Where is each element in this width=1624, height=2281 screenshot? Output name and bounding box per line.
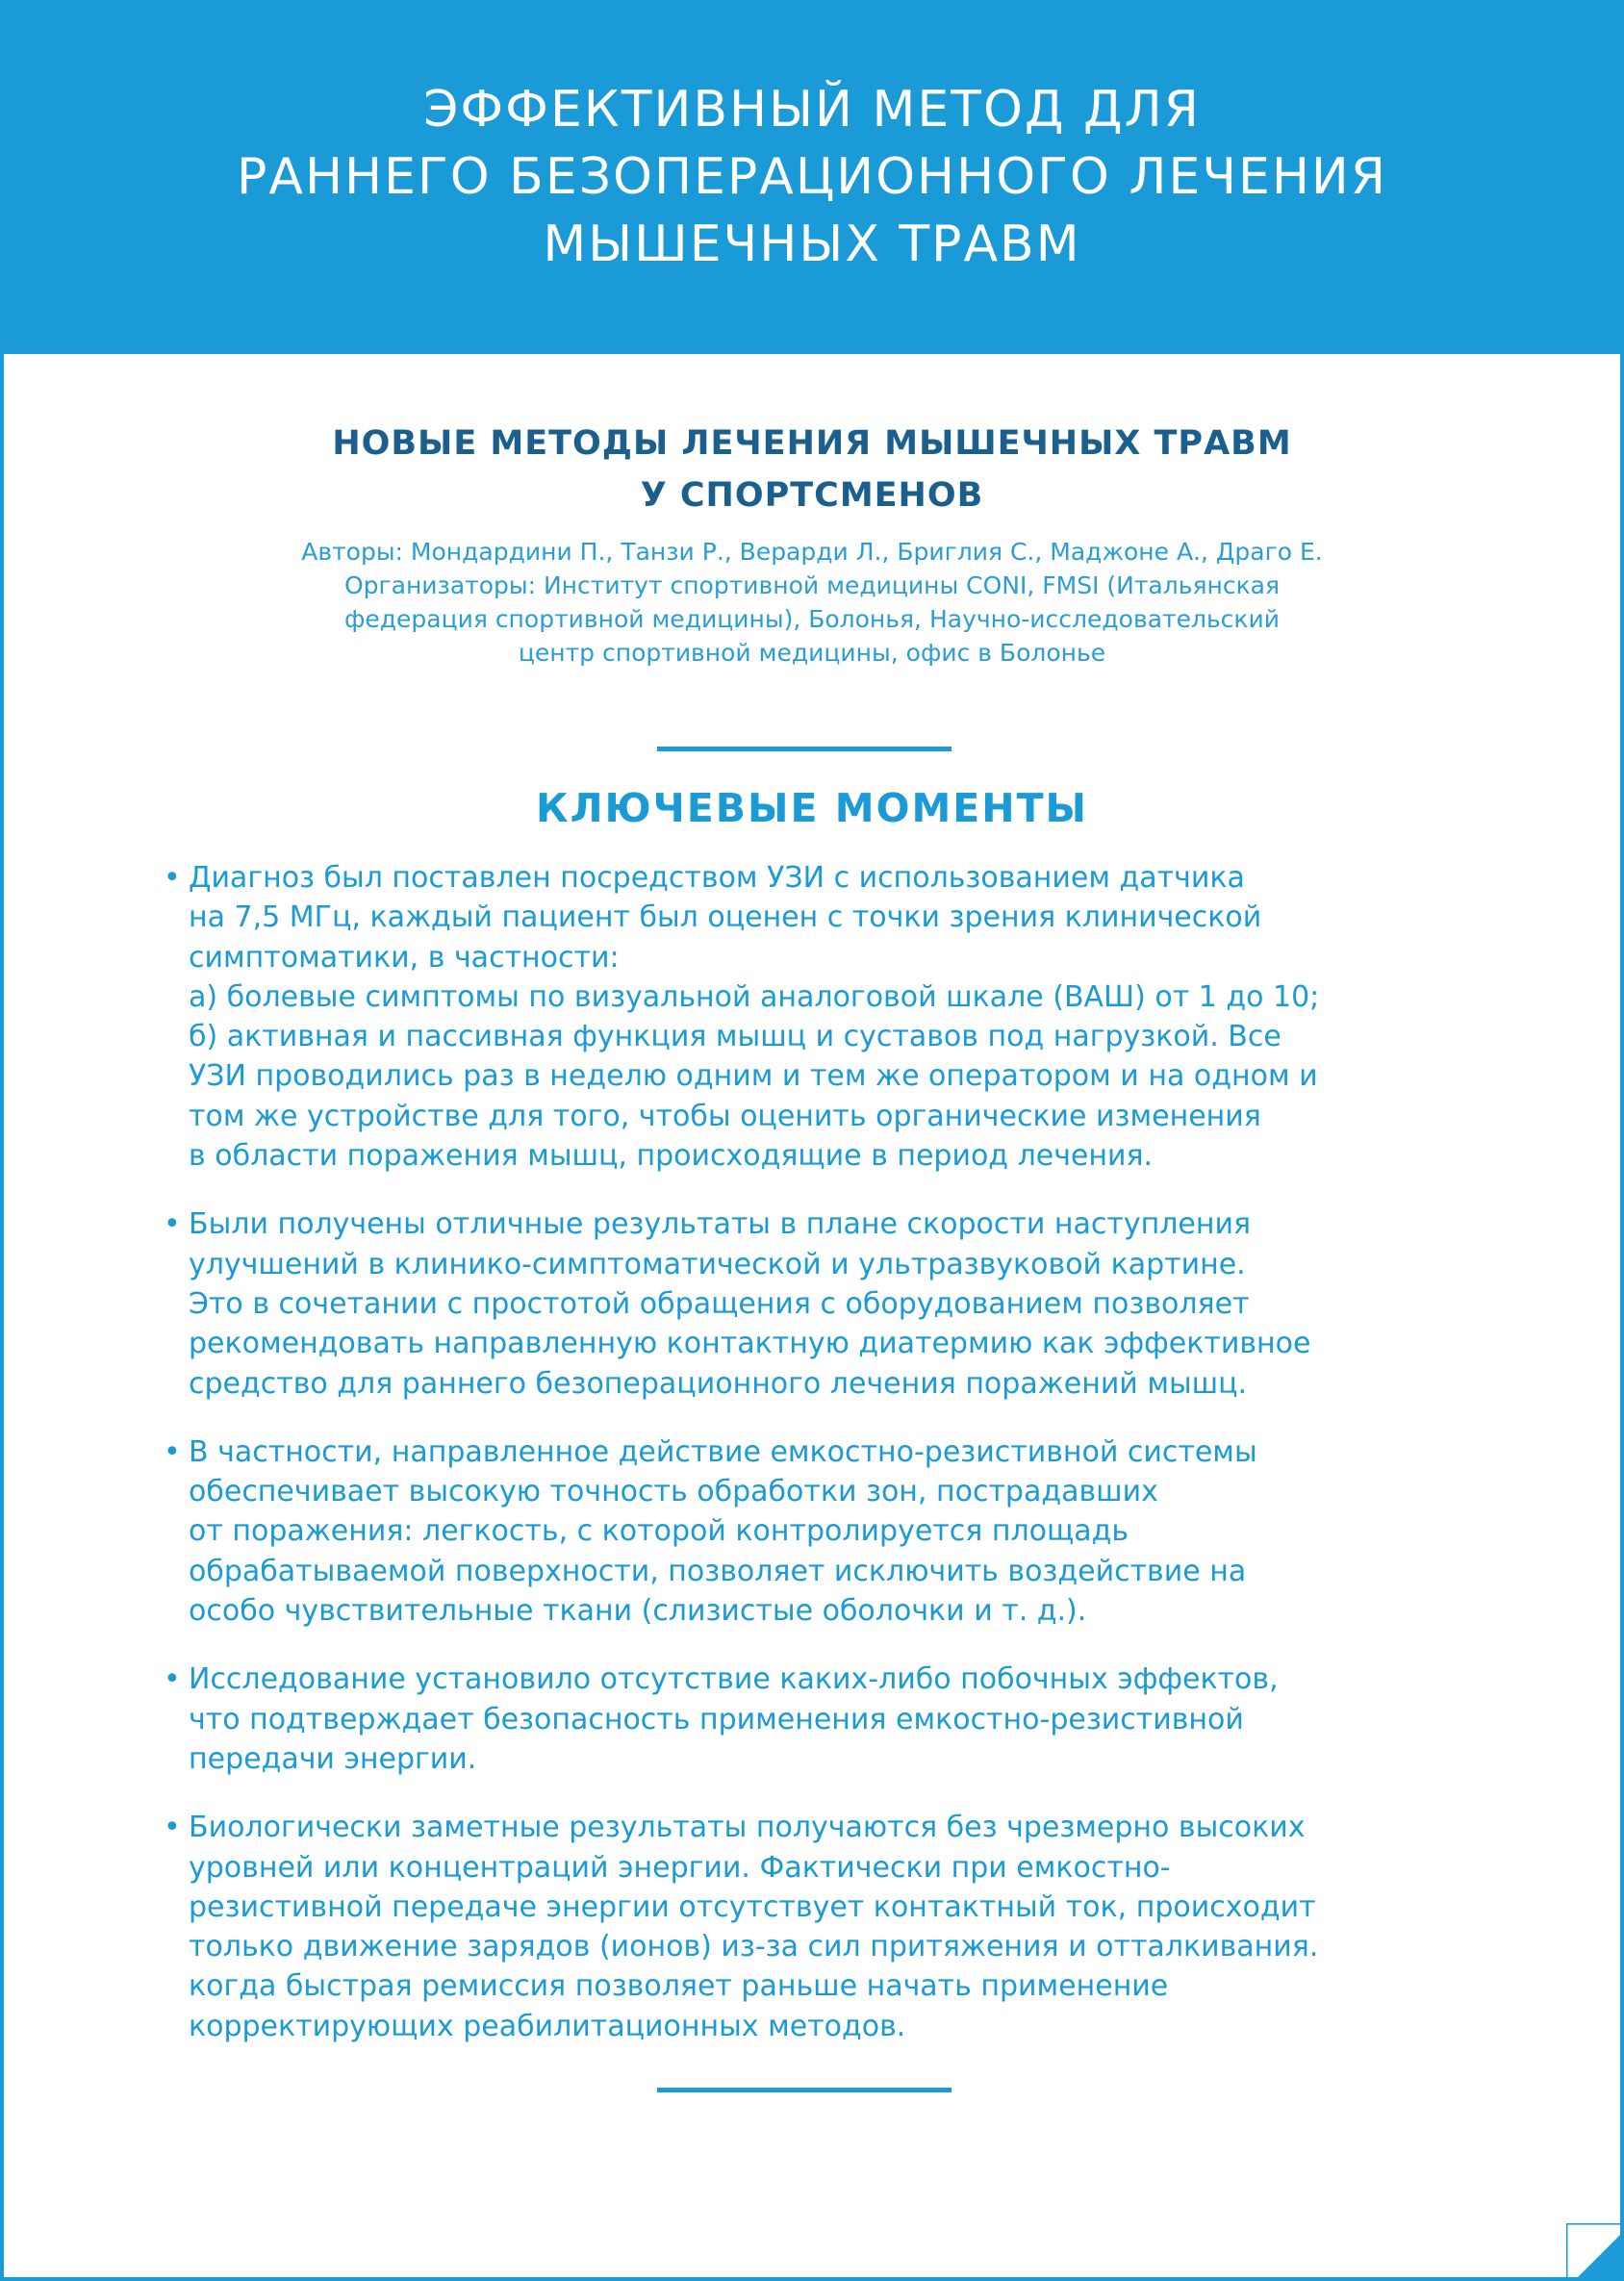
bullet-icon: • bbox=[164, 1207, 181, 1242]
point-text-line: Это в сочетании с простотой обращения с оборудованием позволяет bbox=[189, 1286, 1250, 1321]
subtitle-line: У СПОРТСМЕНОВ bbox=[640, 476, 984, 515]
page-corner-fold bbox=[1566, 2223, 1620, 2277]
bullet-icon: • bbox=[164, 1434, 181, 1469]
point-text-line: корректирующих реабилитационных методов. bbox=[189, 2009, 906, 2043]
bullet-icon: • bbox=[164, 861, 181, 895]
point-text-line: особо чувствительные ткани (слизистые оболочки и т. д.). bbox=[189, 1594, 1087, 1629]
point-text-line: обеспечивает высокую точность обработки зон, пострадавших bbox=[189, 1475, 1158, 1509]
page-title-line: РАННЕГО БЕЗОПЕРАЦИОННОГО ЛЕЧЕНИЯ bbox=[237, 148, 1387, 206]
authors-line: Авторы: Мондардини П., Танзи Р., Верарди Л., Бриглия С., Маджоне А., Драго Е. bbox=[301, 538, 1323, 566]
point-text-line: В частности, направленное действие емкостно-резистивной системы bbox=[189, 1434, 1257, 1469]
point-text-line: резистивной передаче энергии отсутствует контактный ток, происходит bbox=[189, 1889, 1316, 1924]
page-title-line: ЭФФЕКТИВНЫЙ МЕТОД ДЛЯ bbox=[423, 81, 1201, 139]
section-divider bbox=[657, 747, 952, 751]
list-item bbox=[164, 1432, 1501, 1631]
organizers-line: Организаторы: Институт спортивной медицины CONI, FMSI (Итальянская bbox=[343, 571, 1281, 599]
point-text-line: рекомендовать направленную контактную диатермию как эффективное bbox=[189, 1327, 1311, 1361]
point-text-line: средство для раннего безоперационного лечения поражений мышц. bbox=[189, 1366, 1248, 1401]
point-text-line: Исследование установило отсутствие каких-либо побочных эффектов, bbox=[189, 1662, 1279, 1697]
article-subtitle bbox=[0, 418, 1624, 521]
list-item bbox=[164, 1660, 1501, 1779]
point-text-line: только движение зарядов (ионов) из-за сил притяжения и отталкивания. bbox=[189, 1930, 1319, 1964]
point-text-line: б) активная и пассивная функция мышц и суставов под нагрузкой. Все bbox=[189, 1020, 1281, 1054]
point-text-line: Биологически заметные результаты получаются без чрезмерно высоких bbox=[189, 1811, 1306, 1845]
point-text-line: Были получены отличные результаты в плане скорости наступления bbox=[189, 1207, 1252, 1242]
corner-fold-icon bbox=[1566, 2223, 1620, 2277]
point-text-line: когда быстрая ремиссия позволяет раньше начать применение bbox=[189, 1969, 1169, 2004]
page-title-line: МЫШЕЧНЫХ ТРАВМ bbox=[543, 215, 1081, 273]
point-text-line: от поражения: легкость, с которой контролируется площадь bbox=[189, 1514, 1129, 1549]
list-item bbox=[164, 1808, 1501, 2046]
point-text-line: УЗИ проводились раз в неделю одним и тем же оператором и на одном и bbox=[189, 1059, 1318, 1094]
point-text-line: передачи энергии. bbox=[189, 1741, 477, 1776]
point-text-line: Диагноз был поставлен посредством УЗИ с использованием датчика bbox=[189, 861, 1245, 895]
point-text-line: уровней или концентраций энергии. Фактически при емкостно- bbox=[189, 1850, 1171, 1885]
section-divider bbox=[657, 2088, 952, 2092]
bullet-icon: • bbox=[164, 1811, 181, 1845]
list-item bbox=[164, 1204, 1501, 1403]
point-text-line: улучшений в клинико-симптоматической и ультразвуковой картине. bbox=[189, 1247, 1246, 1281]
point-text-line: обрабатываемой поверхности, позволяет исключить воздействие на bbox=[189, 1554, 1247, 1588]
point-text-line: в области поражения мышц, происходящие в период лечения. bbox=[189, 1139, 1154, 1174]
point-text-line: симптоматики, в частности: bbox=[189, 940, 620, 975]
point-text-line: что подтверждает безопасность применения емкостно-резистивной bbox=[189, 1702, 1244, 1736]
point-text-line: том же устройстве для того, чтобы оценить органические изменения bbox=[189, 1099, 1261, 1133]
authors-block bbox=[0, 535, 1624, 670]
point-text-line: на 7,5 МГц, каждый пациент был оценен с точки зрения клинической bbox=[189, 900, 1262, 935]
organizers-line: центр спортивной медицины, офис в Болонье bbox=[518, 639, 1106, 667]
key-points-list bbox=[164, 858, 1501, 2075]
key-points-heading: КЛЮЧЕВЫЕ МОМЕНТЫ bbox=[535, 785, 1089, 831]
list-item bbox=[164, 858, 1501, 1176]
bullet-icon: • bbox=[164, 1662, 181, 1697]
point-text-line: а) болевые симптомы по визуальной аналоговой шкале (ВАШ) от 1 до 10; bbox=[189, 979, 1320, 1014]
header-banner bbox=[0, 0, 1624, 354]
subtitle-line: НОВЫЕ МЕТОДЫ ЛЕЧЕНИЯ МЫШЕЧНЫХ ТРАВМ bbox=[332, 424, 1292, 463]
organizers-line: федерация спортивной медицины), Болонья, Научно-исследовательский bbox=[343, 605, 1281, 633]
